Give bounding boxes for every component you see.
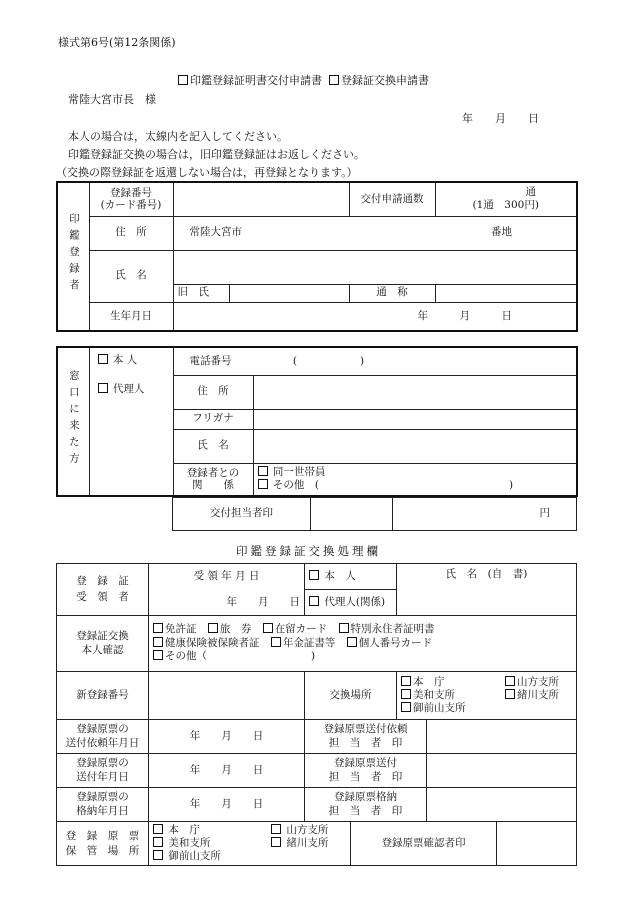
address-label: 住 所	[89, 216, 173, 250]
note-3: （交換の際登録証を返還しない場合は，再登録となります。）	[56, 166, 358, 179]
alias-label: 通 称	[349, 284, 435, 302]
checkbox-receiver-agent[interactable]	[309, 596, 319, 606]
phone-label: 電話番号	[189, 354, 232, 367]
relation-label: 登録者との 関 係	[173, 463, 253, 496]
stored-staff-stamp[interactable]	[427, 788, 577, 822]
relation-other: その他 (	[272, 479, 319, 492]
id-doc-pension: 年金証書等	[282, 636, 336, 649]
issuer-stamp-label: 交付担当者印	[173, 498, 311, 531]
checkbox-receiver-self[interactable]	[309, 570, 319, 580]
old-name-field[interactable]	[229, 284, 349, 302]
visitor-table	[56, 346, 578, 497]
confirm-stamp[interactable]	[497, 822, 577, 866]
copies-price: (1通 300円)	[472, 199, 539, 212]
old-name-label: 旧 氏	[173, 284, 229, 302]
storage-miwa: 美和支所	[168, 836, 211, 849]
id-doc-residence-card: 在留カード	[274, 623, 328, 636]
storage-ogawa: 緒川支所	[286, 836, 329, 849]
checkbox-place-ogawa[interactable]	[505, 689, 515, 699]
registrant-side-label: 印鑑登録者	[57, 182, 89, 331]
note-1: 本人の場合は，太線内を記入してください。	[68, 130, 288, 143]
id-doc-passport: 旅 券	[219, 623, 252, 636]
furigana-label: フリガナ	[173, 409, 253, 429]
checkbox-storage-ogawa[interactable]	[271, 837, 281, 847]
place-yamagata: 山方支所	[517, 675, 559, 688]
address-city: 常陸大宮市	[189, 226, 242, 239]
confirm-label: 登録原票確認者印	[351, 822, 497, 866]
id-doc-license: 免許証	[165, 623, 197, 636]
request-staff-stamp[interactable]	[427, 720, 577, 754]
storage-gozenyama: 御前山支所	[168, 850, 221, 863]
receiver-agent-label: 代理人(関係)	[324, 595, 386, 608]
storage-yamagata: 山方支所	[286, 823, 329, 836]
name-field[interactable]	[173, 250, 577, 284]
title-option-exchange: 登録証交換申請書	[341, 74, 429, 87]
checkbox-card-exchange[interactable]	[329, 75, 339, 85]
checkbox-storage-miwa[interactable]	[153, 837, 163, 847]
visitor-type	[89, 347, 173, 496]
place-gozenyama: 御前山支所	[413, 702, 466, 715]
receipt-date-value[interactable]: 年 月 日	[149, 590, 305, 616]
receiver-agent	[305, 590, 397, 616]
request-staff-label: 登録原票送付依頼 担 当 者 印	[305, 720, 427, 754]
registrant-table	[56, 181, 578, 332]
receiver-self-label: 本 人	[324, 569, 356, 582]
request-date-label: 登録原票の 送付依頼年月日	[57, 720, 149, 754]
id-doc-other: その他（	[165, 650, 207, 663]
id-documents	[149, 616, 577, 672]
checkbox-storage-gozenyama[interactable]	[153, 850, 163, 860]
copies-unit: 通	[525, 186, 536, 199]
checkbox-place-miwa[interactable]	[401, 689, 411, 699]
signature-field[interactable]	[397, 564, 577, 616]
id-doc-health-insurance: 健康保険被保険者証	[165, 636, 260, 649]
checkbox-agent[interactable]	[98, 383, 108, 393]
storage-options	[149, 822, 351, 866]
furigana-field[interactable]	[253, 409, 577, 429]
visitor-address-label: 住 所	[173, 375, 253, 409]
stored-staff-label: 登録原票格納 担 当 者 印	[305, 788, 427, 822]
id-doc-other-close: )	[311, 650, 316, 663]
agent-label: 代理人	[112, 383, 145, 396]
relation-other-close: )	[508, 479, 514, 492]
stored-date-label: 登録原票の 格納年月日	[57, 788, 149, 822]
storage-honcho: 本 庁	[168, 823, 200, 836]
sent-date-value[interactable]: 年 月 日	[149, 754, 305, 788]
alias-field[interactable]	[435, 284, 577, 302]
stored-date-value[interactable]: 年 月 日	[149, 788, 305, 822]
checkbox-same-household[interactable]	[258, 466, 268, 476]
checkbox-pension[interactable]	[271, 637, 281, 647]
place-miwa: 美和支所	[413, 688, 455, 701]
fee-amount-field[interactable]: 円	[393, 498, 577, 531]
signature-label: 氏 名 (自 書)	[445, 568, 528, 580]
checkbox-residence-card[interactable]	[263, 623, 273, 633]
address-suffix: 番地	[491, 226, 512, 239]
checkbox-storage-yamagata[interactable]	[271, 824, 281, 834]
visitor-name-field[interactable]	[253, 429, 577, 463]
phone-parens: ( )	[292, 354, 365, 367]
relation-field	[253, 463, 577, 496]
checkbox-place-yamagata[interactable]	[505, 676, 515, 686]
issuer-stamp-field[interactable]	[311, 498, 393, 531]
copies-field[interactable]	[435, 182, 577, 216]
sent-date-label: 登録原票の 送付年月日	[57, 754, 149, 788]
visitor-side-label: 窓口に来た方	[57, 347, 89, 496]
checkbox-place-gozenyama[interactable]	[401, 702, 411, 712]
checkbox-passport[interactable]	[208, 623, 218, 633]
checkbox-cert-issue[interactable]	[178, 75, 188, 85]
section2-title: 印鑑登録証交換処理欄	[236, 544, 381, 558]
checkbox-my-number[interactable]	[347, 637, 357, 647]
fee-table	[172, 497, 577, 531]
name-label: 氏 名	[89, 250, 173, 302]
new-number-label: 新登録番号	[57, 672, 149, 720]
new-number-field[interactable]	[149, 672, 305, 720]
visitor-name-label: 氏 名	[173, 429, 253, 463]
sent-staff-label: 登録原票送付 担 当 者 印	[305, 754, 427, 788]
self-label: 本 人	[112, 354, 138, 366]
form-title	[178, 72, 429, 88]
addressee: 常陸大宮市長 様	[68, 93, 156, 106]
receipt-date-label: 受 領 年 月 日	[149, 564, 305, 590]
title-option-cert: 印鑑登録証明書交付申請書	[190, 74, 322, 87]
checkbox-self[interactable]	[98, 354, 108, 364]
processing-table	[56, 563, 577, 866]
id-doc-special-resident: 特別永住者証明書	[350, 623, 435, 636]
checkbox-relation-other[interactable]	[258, 479, 268, 489]
card-number-field[interactable]	[173, 182, 349, 216]
checkbox-id-other[interactable]	[153, 650, 163, 660]
receiver-self	[305, 564, 397, 590]
application-date: 年 月 日	[462, 112, 539, 125]
request-date-value[interactable]: 年 月 日	[149, 720, 305, 754]
form-id: 様式第6号(第12条関係)	[58, 36, 176, 49]
exchange-place-label: 交換場所	[305, 672, 397, 720]
id-check-label: 登録証交換 本人確認	[57, 616, 149, 672]
storage-label: 登 録 原 票 保 管 場 所	[57, 822, 149, 866]
checkbox-health-insurance[interactable]	[153, 637, 163, 647]
checkbox-place-honcho[interactable]	[401, 676, 411, 686]
address-field[interactable]	[173, 216, 577, 250]
copies-label: 交付申請通数	[349, 182, 435, 216]
dob-label: 生年月日	[89, 302, 173, 331]
sent-staff-stamp[interactable]	[427, 754, 577, 788]
place-honcho: 本 庁	[413, 675, 445, 688]
id-doc-my-number: 個人番号カード	[358, 636, 433, 649]
visitor-address-field[interactable]	[253, 375, 577, 409]
checkbox-license[interactable]	[153, 623, 163, 633]
note-2: 印鑑登録証交換の場合は，旧印鑑登録証はお返しください。	[68, 148, 365, 161]
exchange-place-options	[397, 672, 577, 720]
card-number-label: 登録番号 (カード番号)	[89, 182, 173, 216]
receiver-label: 登 録 証 受 領 者	[57, 564, 149, 616]
checkbox-special-resident[interactable]	[339, 623, 349, 633]
relation-same-household: 同一世帯員	[272, 466, 326, 479]
dob-field[interactable]: 年 月 日	[173, 302, 577, 331]
checkbox-storage-honcho[interactable]	[153, 824, 163, 834]
place-ogawa: 緒川支所	[517, 688, 559, 701]
phone-field[interactable]	[173, 347, 577, 375]
